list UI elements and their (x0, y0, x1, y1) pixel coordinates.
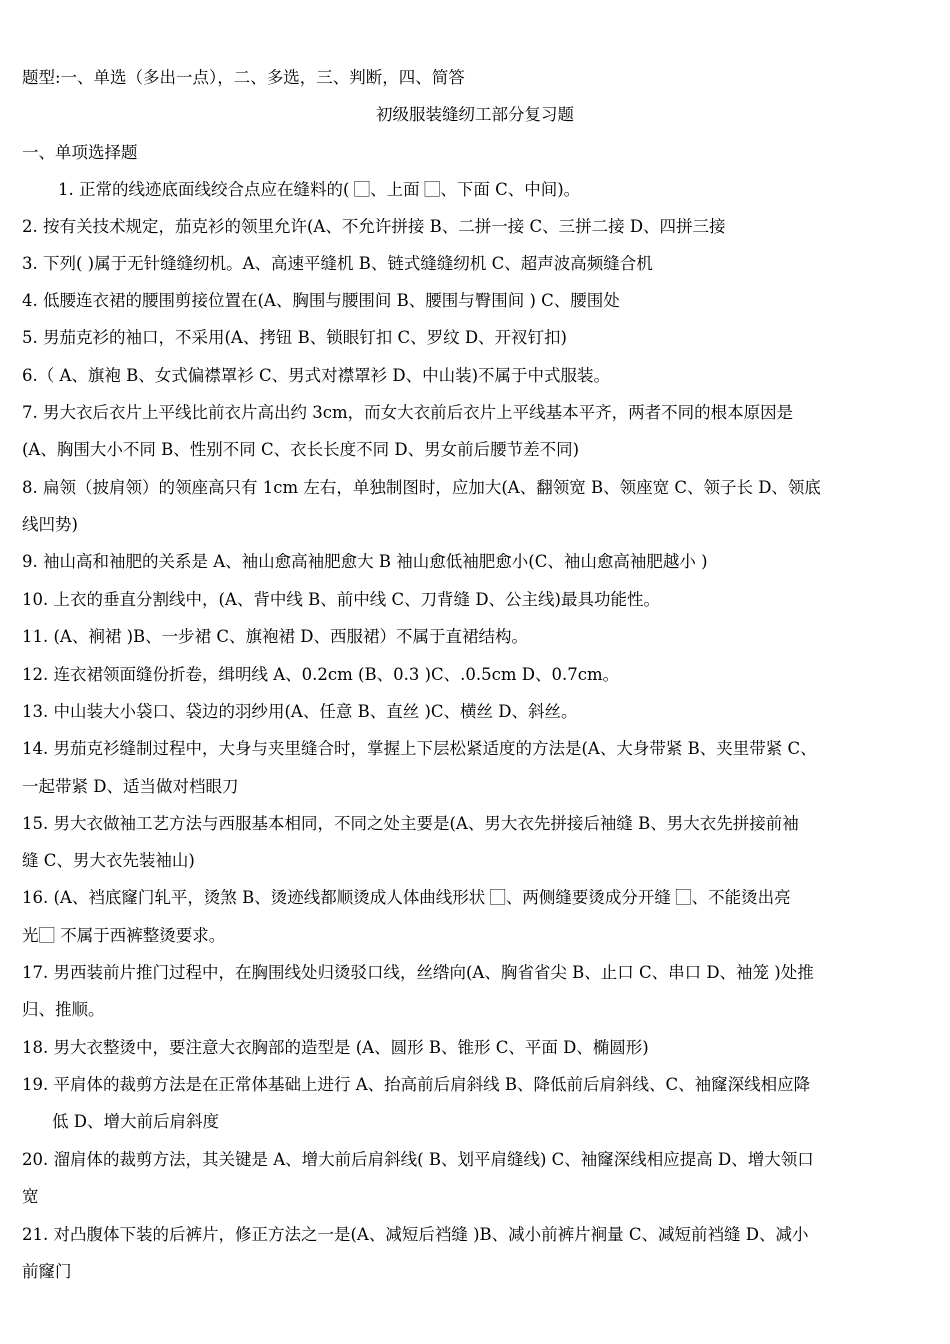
question-line: 15. 男大衣做袖工艺方法与西服基本相同，不同之处主要是(A、男大衣先拼接后袖缝 B、男大衣先拼接前袖 (22, 814, 799, 833)
question-line: 低 D、增大前后肩斜度 (52, 1112, 219, 1131)
question-line: 2. 按有关技术规定，茄克衫的领里允许(A、不允许拼接 B、二拼一接 C、三拼二接 D、四拼三接 (22, 217, 726, 236)
question-line: 8. 扁领（披肩领）的领座高只有 1cm 左右，单独制图时，应加大(A、翻领宽 B、领座宽 C、领子长 D、领底 (22, 478, 821, 497)
question-line: 9. 袖山高和袖肥的关系是 A、袖山愈高袖肥愈大 B 袖山愈低袖肥愈小(C、袖山愈高袖肥越小 ) (22, 552, 708, 571)
question-line: 3. 下列( )属于无针缝缝纫机。A、高速平缝机 B、链式缝缝纫机 C、超声波高频缝合机 (22, 254, 653, 273)
question-line: 前窿门 (22, 1262, 72, 1281)
question-line: 16. (A、裆底窿门轧平，烫煞 B、烫迹线都顺烫成人体曲线形状 ⃞、两侧缝要烫成分开缝 ⃞、不能烫出亮 (22, 888, 791, 907)
question-line: 归、推顺。 (22, 1000, 105, 1019)
question-line: 6.（ A、旗袍 B、女式偏襟罩衫 C、男式对襟罩衫 D、中山装)不属于中式服装。 (22, 366, 611, 385)
question-line: 12. 连衣裙领面缝份折卷，缉明线 A、0.2cm (B、0.3 )C、.0.5cm D、0.7cm。 (22, 665, 620, 684)
section-heading: 一、单项选择题 (22, 143, 138, 162)
question-line: 19. 平肩体的裁剪方法是在正常体基础上进行 A、抬高前后肩斜线 B、降低前后肩斜线、C、袖窿深线相应降 (22, 1075, 811, 1094)
question-line: 一起带紧 D、适当做对档眼刀 (22, 777, 239, 796)
document-title: 初级服装缝纫工部分复习题 (376, 105, 574, 124)
question-line: 4. 低腰连衣裙的腰围剪接位置在(A、胸围与腰围间 B、腰围与臀围间 ) C、腰围处 (22, 291, 620, 310)
question-line: 线凹势) (22, 515, 78, 534)
question-line: 缝 C、男大衣先装袖山) (22, 851, 195, 870)
question-line: 5. 男茄克衫的袖口，不采用(A、拷钮 B、锁眼钉扣 C、罗纹 D、开衩钉扣) (22, 328, 567, 347)
question-line: 1. 正常的线迹底面线绞合点应在缝料的( ⃞、上面 ⃞、下面 C、中间)。 (58, 180, 581, 199)
question-line: 21. 对凸腹体下装的后裤片，修正方法之一是(A、减短后裆缝 )B、减小前裤片裥量 C、减短前裆缝 D、减小 (22, 1225, 809, 1244)
question-line: 10. 上衣的垂直分割线中，(A、背中线 B、前中线 C、刀背缝 D、公主线)最具功能性。 (22, 590, 660, 609)
question-types-note: 题型:一、单选（多出一点），二、多选，三、判断，四、简答 (22, 68, 465, 87)
question-line: 17. 男西装前片推门过程中，在胸围线处归烫驳口线，丝绺向(A、胸省省尖 B、止口 C、串口 D、袖笼 )处推 (22, 963, 814, 982)
question-line: 13. 中山装大小袋口、袋边的羽纱用(A、任意 B、直丝 )C、横丝 D、斜丝。 (22, 702, 578, 721)
question-line: 光⃞ 不属于西裤整烫要求。 (22, 926, 226, 945)
question-line: 18. 男大衣整烫中，要注意大衣胸部的造型是 (A、圆形 B、锥形 C、平面 D、椭圆形) (22, 1038, 649, 1057)
question-line: 14. 男茄克衫缝制过程中，大身与夹里缝合时，掌握上下层松紧适度的方法是(A、大身带紧 B、夹里带紧 C、 (22, 739, 817, 758)
question-line: 11. (A、裥裙 )B、一步裙 C、旗袍裙 D、西服裙）不属于直裙结构。 (22, 627, 528, 646)
question-line: 20. 溜肩体的裁剪方法，其关键是 A、增大前后肩斜线( B、划平肩缝线) C、袖窿深线相应提高 D、增大领口 (22, 1150, 814, 1169)
question-line: 7. 男大衣后衣片上平线比前衣片高出约 3cm，而女大衣前后衣片上平线基本平齐，两者不同的根本原因是 (22, 403, 794, 422)
question-line: 宽 (22, 1187, 39, 1206)
question-line: (A、胸围大小不同 B、性别不同 C、衣长长度不同 D、男女前后腰节差不同) (22, 440, 580, 459)
